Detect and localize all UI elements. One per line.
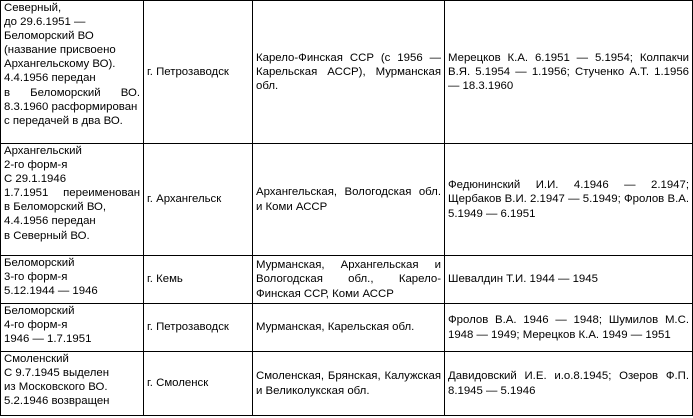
district-name-line: Беломорский ВО xyxy=(4,30,94,43)
district-name-line: в Северный ВО. xyxy=(4,229,90,242)
district-name-line: Беломорский xyxy=(4,305,75,317)
district-name-line: в Беломорский ВО, xyxy=(4,201,107,214)
headquarters-cell: г. Архангельск xyxy=(144,144,253,256)
commanders-cell: Федюнинский И.И. 4.1946 — 2.1947; Щербаков В.И. 2.1947 — 5.1949; Фролов В.А. 5.1949 — 6.1951 xyxy=(445,144,693,256)
district-name-cell xyxy=(1,1,144,144)
regions-cell: Карело-Финская ССР (с 1956 — Карельская АССР), Мурманская обл. xyxy=(253,1,445,144)
district-name-line: (название присвоено xyxy=(4,44,116,57)
district-name-line: 5.12.1944 — 1946 xyxy=(4,285,98,298)
headquarters-cell: г. Петрозаводск xyxy=(144,1,253,144)
headquarters-cell: г. Смоленск xyxy=(144,352,253,416)
commanders-cell: Шевалдин Т.И. 1944 — 1945 xyxy=(445,256,693,304)
district-name-line: из Московского ВО. xyxy=(4,381,108,394)
regions-cell: Архангельская, Вологодская обл. и Коми АССР xyxy=(253,144,445,256)
district-name-line: Архангельский xyxy=(4,145,82,157)
district-name-cell xyxy=(1,256,144,304)
regions-cell: Мурманская, Карельская обл. xyxy=(253,304,445,352)
table-row xyxy=(1,352,693,416)
district-name-cell xyxy=(1,352,144,416)
district-name-line: 5.2.1946 возвращен xyxy=(4,395,110,408)
district-name-line: Смоленский xyxy=(4,353,69,365)
district-name-line: 1.7.1951 переименован xyxy=(4,187,140,200)
district-name-line: С 9.7.1945 выделен xyxy=(4,367,110,380)
district-name-line: в Беломорский ВО. xyxy=(4,86,140,99)
district-name-line: Архангельскому ВО). xyxy=(4,58,116,71)
district-name-line: 4.4.1956 передан xyxy=(4,215,96,228)
district-name-line: Беломорский xyxy=(4,257,75,269)
district-name-line: до 29.6.1951 — xyxy=(4,16,86,29)
commanders-cell: Давидовский И.Е. и.о.8.1945; Озеров Ф.П. 8.1945 — 5.1946 xyxy=(445,352,693,416)
district-name-line: 4.4.1956 передан xyxy=(4,72,96,85)
table-row xyxy=(1,304,693,352)
district-name-line: с передачей в два ВО. xyxy=(4,114,123,127)
district-name-line: С 29.1.1946 xyxy=(4,173,67,186)
district-name-line: Северный, xyxy=(4,2,62,14)
commanders-cell: Фролов В.А. 1946 — 1948; Шумилов М.С. 1948 — 1949; Мерецков К.А. 1949 — 1951 xyxy=(445,304,693,352)
district-name-cell xyxy=(1,144,144,256)
district-name-line: 4-го форм-я xyxy=(4,319,68,332)
headquarters-cell: г. Петрозаводск xyxy=(144,304,253,352)
table-row xyxy=(1,256,693,304)
district-name-line: 2-го форм-я xyxy=(4,159,68,172)
table-row xyxy=(1,1,693,144)
regions-cell: Смоленская, Брянская, Калужская и Великолукская обл. xyxy=(253,352,445,416)
district-name-cell xyxy=(1,304,144,352)
commanders-cell: Мерецков К.А. 6.1951 — 5.1954; Колпакчи В.Я. 5.1954 — 1.1956; Стученко А.Т. 1.1956 — 18.3.1960 xyxy=(445,1,693,144)
regions-cell: Мурманская, Архангельская и Вологодская обл., Карело-Финская ССР, Коми АССР xyxy=(253,256,445,304)
table-row xyxy=(1,144,693,256)
district-name-line: 3-го форм-я xyxy=(4,271,68,284)
district-name-line: 1946 — 1.7.1951 xyxy=(4,333,92,346)
district-name-line: 8.3.1960 расформирован xyxy=(4,100,138,113)
headquarters-cell: г. Кемь xyxy=(144,256,253,304)
